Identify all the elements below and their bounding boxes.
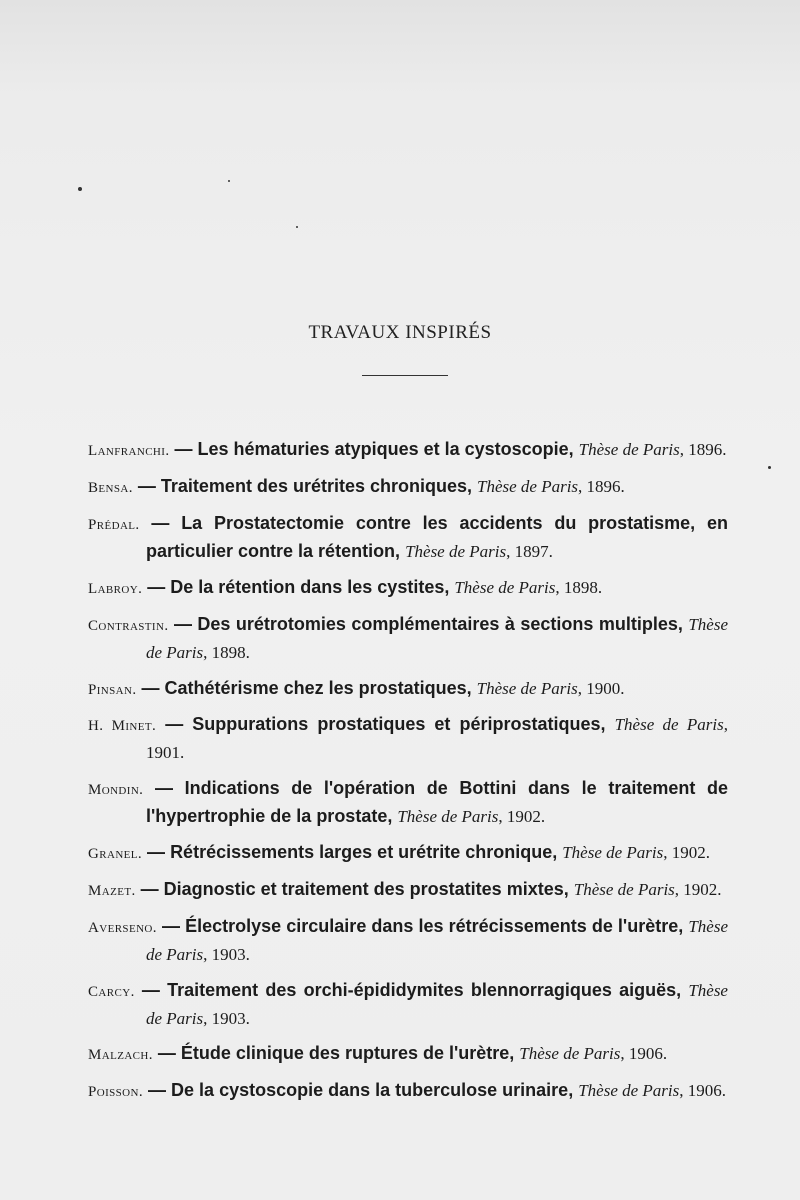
entry-author: Bensa. (88, 480, 133, 496)
entry-year: , 1902. (674, 880, 722, 899)
entry-source: Thèse de Paris (146, 917, 728, 964)
entry-author: Labroy. (88, 581, 143, 597)
list-item (88, 473, 728, 501)
entry-year: , 1903. (203, 945, 250, 964)
entry-title: Rétrécissements larges et urétrite chronique, (170, 842, 563, 862)
entry-author: Prédal. (88, 517, 140, 533)
entry-title: Diagnostic et traitement des prostatites mixtes, (163, 879, 574, 899)
entry-source: Thèse de Paris (519, 1044, 621, 1063)
ink-speck (296, 226, 298, 228)
entry-author: Carcy. (88, 984, 135, 1000)
entry-dash: — (136, 678, 165, 698)
entry-year: , 1906. (679, 1081, 726, 1100)
entry-source: Thèse de Paris (405, 542, 507, 561)
list-item (88, 436, 728, 464)
entry-author: Granel. (88, 846, 143, 862)
entry-dash: — (168, 614, 198, 634)
entry-dash: — (139, 513, 182, 533)
entry-author: Pinsan. (88, 682, 137, 698)
entry-source: Thèse de Paris (614, 715, 724, 734)
ink-speck (768, 466, 771, 469)
ink-speck (228, 180, 230, 182)
entry-title: Des urétrotomies complémentaires à sections multiples, (197, 614, 689, 634)
list-item (88, 675, 728, 703)
entry-source: Thèse de Paris (476, 679, 578, 698)
list-item (88, 510, 728, 565)
entry-author: Averseno. (88, 920, 157, 936)
entry-source: Thèse de Paris (477, 477, 579, 496)
entry-title: De la rétention dans les cystites, (170, 577, 455, 597)
entry-source: Thèse de Paris (578, 1081, 680, 1100)
entry-dash: — (135, 879, 164, 899)
entry-author: Lanfranchi. (88, 443, 170, 459)
list-item (88, 775, 728, 830)
entry-year: , 1897. (506, 542, 553, 561)
entry-dash: — (143, 1080, 172, 1100)
list-item (88, 977, 728, 1032)
entry-source: Thèse de Paris (562, 843, 664, 862)
entry-title: Indications de l'opération de Bottini dans le traitement de l'hypertrophie de la prostate, (146, 778, 728, 826)
entry-year: , 1900. (577, 679, 625, 698)
entry-author: H. Minet. (88, 718, 157, 734)
entry-source: Thèse de Paris (146, 981, 728, 1028)
list-item (88, 1077, 728, 1105)
entry-source: Thèse de Paris (397, 807, 499, 826)
list-item (88, 839, 728, 867)
entry-dash: — (142, 577, 171, 597)
entry-dash: — (156, 916, 186, 936)
entry-title: Électrolyse circulaire dans les rétrécissements de l'urètre, (185, 916, 689, 936)
entry-source: Thèse de Paris (454, 578, 556, 597)
entry-dash: — (143, 778, 185, 798)
entry-year: , 1903. (203, 1009, 250, 1028)
entry-source: Thèse de Paris (578, 440, 680, 459)
entry-year: , 1902. (663, 843, 711, 862)
list-item (88, 611, 728, 666)
entry-year: , 1898. (555, 578, 603, 597)
list-item (88, 1040, 728, 1068)
entry-title: Les hématuries atypiques et la cystoscopie, (197, 439, 579, 459)
list-item (88, 574, 728, 602)
entry-dash: — (152, 1043, 181, 1063)
ink-speck (78, 187, 82, 191)
entry-year: , 1906. (620, 1044, 668, 1063)
entry-title: Étude clinique des ruptures de l'urètre, (180, 1043, 520, 1063)
entry-year: , 1896. (578, 477, 625, 496)
entry-title: De la cystoscopie dans la tuberculose urinaire, (171, 1080, 579, 1100)
entry-title: Traitement des orchi-épididymites blennorragiques aiguës, (167, 980, 689, 1000)
entry-author: Mazet. (88, 883, 136, 899)
entry-author: Poisson. (88, 1084, 144, 1100)
entry-author: Malzach. (88, 1047, 153, 1063)
entry-title: Suppurations prostatiques et périprostatiques, (192, 714, 615, 734)
entry-dash: — (142, 842, 171, 862)
entry-title: Cathétérisme chez les prostatiques, (164, 678, 477, 698)
entry-author: Mondin. (88, 782, 144, 798)
entry-dash: — (134, 980, 168, 1000)
entry-dash: — (169, 439, 198, 459)
page-title: TRAVAUX INSPIRÉS (308, 322, 492, 343)
bibliography-list (88, 436, 728, 1105)
entry-source: Thèse de Paris (146, 615, 728, 662)
entry-year: , 1898. (203, 643, 250, 662)
entry-year: , 1896. (679, 440, 727, 459)
title-divider (362, 375, 448, 376)
list-item (88, 711, 728, 766)
entry-title: La Prostatectomie contre les accidents du prostatisme, en particulier contre la rétention, (146, 513, 728, 561)
list-item (88, 913, 728, 968)
list-item (88, 876, 728, 904)
entry-dash: — (132, 476, 161, 496)
entry-year: , 1901. (146, 715, 728, 762)
entry-source: Thèse de Paris (573, 880, 675, 899)
entry-author: Contrastin. (88, 618, 169, 634)
entry-year: , 1902. (498, 807, 546, 826)
entry-dash: — (156, 714, 193, 734)
entry-title: Traitement des urétrites chroniques, (160, 476, 477, 496)
